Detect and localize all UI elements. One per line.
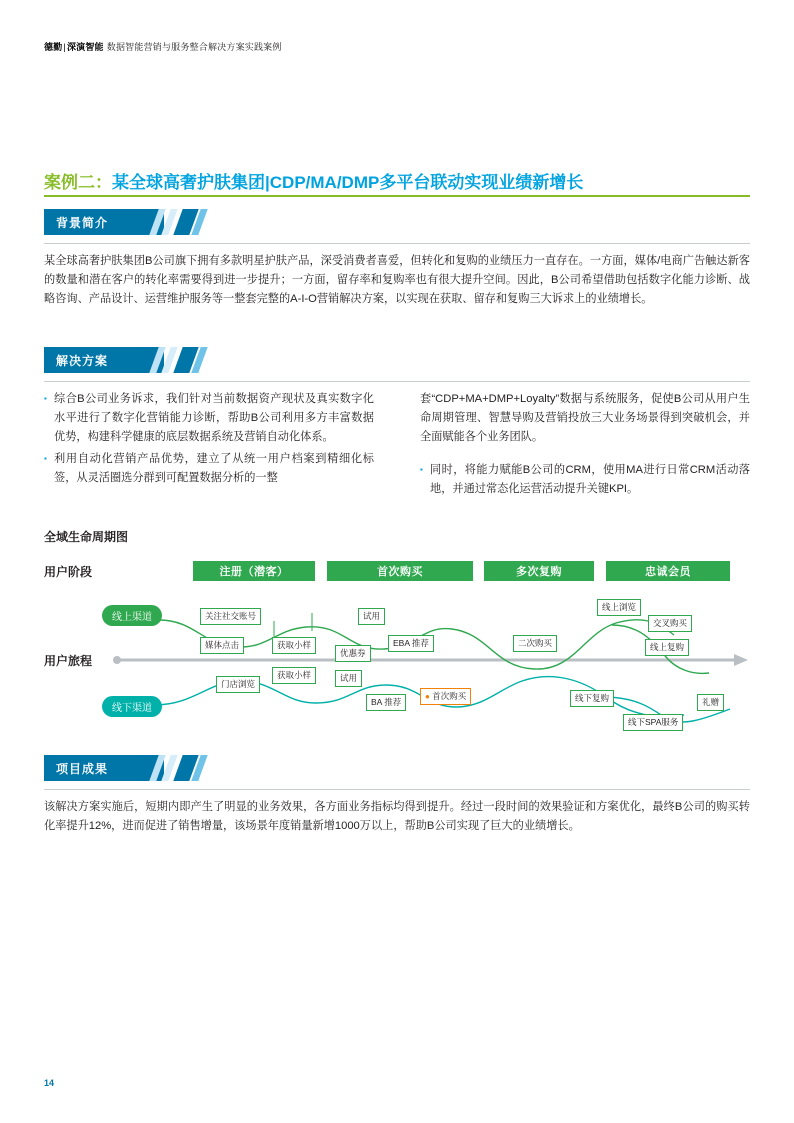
title-divider — [44, 195, 750, 197]
touchpoint-second-purchase: 二次购买 — [513, 635, 557, 652]
solution-bullets-right — [420, 390, 750, 502]
case-title-divider: | — [265, 173, 270, 192]
page-title — [44, 168, 750, 193]
touchpoint-online-repurchase: 线上复购 — [645, 639, 689, 656]
list-item: ▪ 同时，将能力赋能B公司的CRM，使用MA进行日常CRM活动落地，并通过常态化运营活动提升关键KPI。 — [420, 461, 750, 499]
channel-offline-pill: 线下渠道 — [102, 696, 162, 717]
touchpoint-trial-offline: 试用 — [335, 670, 362, 687]
section-banner-outcome — [44, 755, 212, 781]
stage-loyal-member: 忠诚会员 — [606, 561, 730, 581]
solution-bullets-left — [44, 390, 374, 491]
touchpoint-gift: 礼赠 — [697, 694, 724, 711]
brand-name: 德勤 — [44, 42, 63, 52]
touchpoint-follow-social: 关注社交账号 — [200, 608, 261, 625]
touchpoint-store-browse: 门店浏览 — [216, 676, 260, 693]
page-number: 14 — [44, 1078, 55, 1088]
touchpoint-media-click: 媒体点击 — [200, 637, 244, 654]
list-item-continuation: 套“CDP+MA+DMP+Loyalty”数据与系统服务，促使B公司从用户生命周期管理、智慧导购及营销投放三大业务场景得到突破机会，并全面赋能各个业务团队。 — [420, 393, 750, 443]
touchpoint-trial-online: 试用 — [358, 608, 385, 625]
touchpoint-coupon: 优惠券 — [335, 645, 371, 662]
touchpoint-cross-purchase: 交叉购买 — [648, 615, 692, 632]
touchpoint-eba-recommend: EBA 推荐 — [388, 635, 434, 652]
touchpoint-ba-recommend: BA 推荐 — [366, 694, 406, 711]
outcome-paragraph: 该解决方案实施后，短期内即产生了明显的业务效果，各方面业务指标均得到提升。经过一段时间的效果验证和方案优化，最终B公司的购买转化率提升12%，进而促进了销售增量，该场景年度销量新增1000万以上，帮助B公司实现了巨大的业绩增长。 — [44, 801, 750, 832]
section-divider-background — [44, 243, 750, 244]
channel-online-pill: 线上渠道 — [102, 605, 162, 626]
orange-dot-icon: ● — [425, 692, 430, 701]
sub-brand-name: 深演智能 — [66, 42, 104, 52]
section-label-background: 背景简介 — [56, 216, 109, 230]
touchpoint-first-purchase-label: 首次购买 — [432, 691, 467, 701]
diagram-row-label-journey: 用户旅程 — [44, 654, 93, 668]
document-subtitle: 数据智能营销与服务整合解决方案实践案例 — [106, 42, 282, 52]
page-header — [44, 40, 282, 53]
list-item: ▪ 利用自动化营销产品优势，建立了从统一用户档案到精细化标签，从灵活圈选分群到可配置数据分析的一整 — [44, 450, 374, 488]
touchpoint-get-sample-online: 获取小样 — [272, 637, 316, 654]
touchpoint-offline-repurchase: 线下复购 — [570, 690, 614, 707]
stage-repeat-purchase: 多次复购 — [484, 561, 594, 581]
section-divider-solution — [44, 381, 750, 382]
touchpoint-online-browse: 线上浏览 — [597, 599, 641, 616]
touchpoint-get-sample-offline: 获取小样 — [272, 667, 316, 684]
touchpoint-offline-spa: 线下SPA服务 — [623, 714, 683, 731]
case-title-prefix: 案例二： — [44, 173, 112, 192]
stage-first-purchase: 首次购买 — [327, 561, 473, 581]
list-item: ▪ 综合B公司业务诉求，我们针对当前数据资产现状及真实数字化水平进行了数字化营销能力诊断，帮助B公司利用多方丰富数据优势，构建科学健康的底层数据系统及营销自动化体系。 — [44, 390, 374, 447]
background-paragraph: 某全球高奢护肤集团B公司旗下拥有多款明星护肤产品，深受消费者喜爱，但转化和复购的业绩压力一直存在。一方面，媒体/电商广告触达新客的数量和潜在客户的转化率需要得到进一步提升；一方面，留存率和复购率也有很大提升空间。因此，B公司希望借助包括数字化能力诊断、战略咨询、产品设计、运营维护服务等一整套完整的A-I-O营销解决方案，以实现在获取、留存和复购三大诉求上的业绩增长。 — [44, 255, 750, 305]
case-title-name: 某全球高奢护肤集团 — [112, 173, 265, 192]
section-label-outcome: 项目成果 — [56, 762, 109, 776]
diagram-title: 全域生命周期图 — [44, 530, 129, 544]
header-separator: | — [63, 42, 66, 52]
section-banner-solution — [44, 347, 212, 373]
section-divider-outcome — [44, 789, 750, 790]
diagram-row-label-stage: 用户阶段 — [44, 565, 93, 579]
section-banner-background — [44, 209, 212, 235]
touchpoint-first-purchase — [420, 688, 471, 705]
case-title-solution: CDP/MA/DMP多平台联动实现业绩新增长 — [269, 173, 584, 192]
stage-register: 注册（潜客） — [193, 561, 315, 581]
section-label-solution: 解决方案 — [56, 354, 109, 368]
